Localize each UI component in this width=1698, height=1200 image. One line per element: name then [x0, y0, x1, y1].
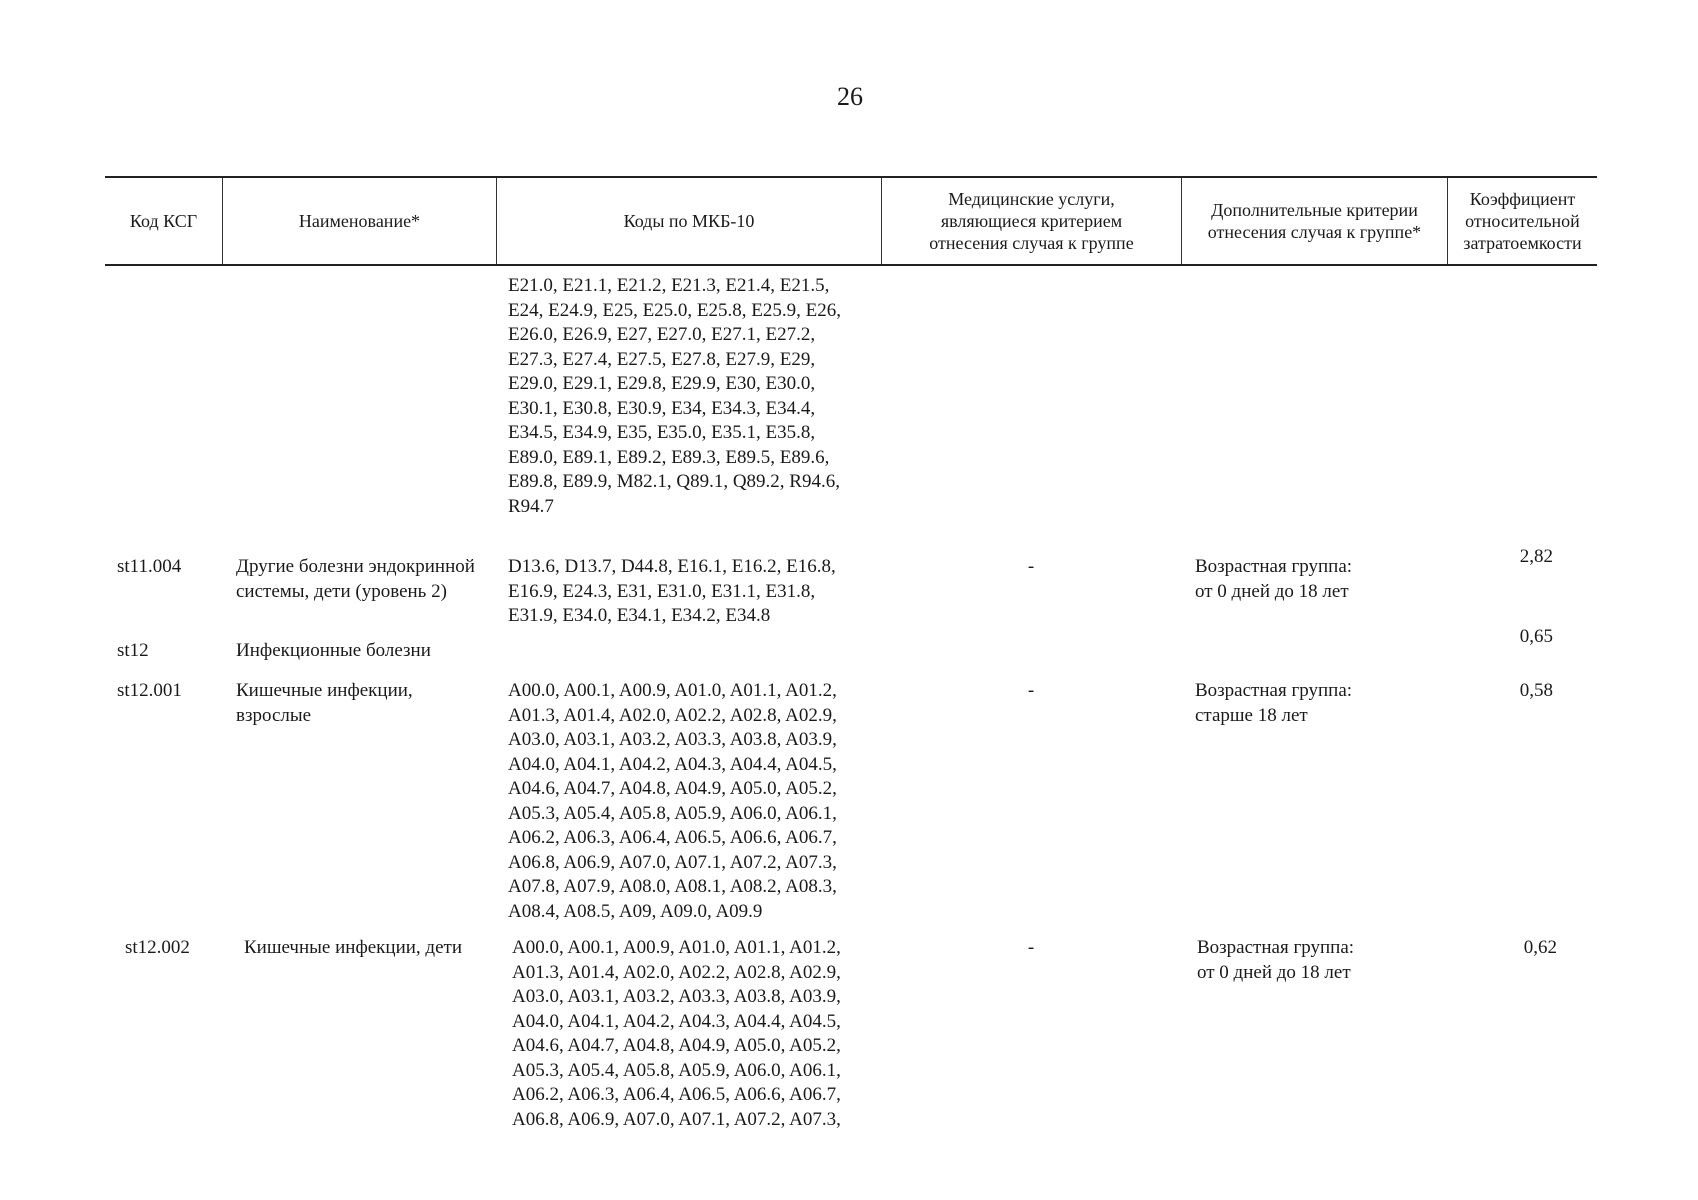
- medical-services-cell: -: [1027, 937, 1035, 958]
- criteria-cell: Возрастная группа: от 0 дней до 18 лет: [1195, 556, 1353, 602]
- name-cell: Другие болезни эндокринной системы, дети (уровень 2): [236, 556, 475, 602]
- coefficient-cell: 2,82: [1519, 546, 1553, 567]
- header-ksg-code: Код КСГ: [129, 211, 198, 231]
- icd10-codes-cell: A00.0, A00.1, A00.9, A01.0, A01.1, A01.2, A01.3, A01.4, A02.0, A02.2, A02.8, A02.9, A03.0, A03.1, A03.2, A03.3, A03.8, A03.9, A04.0, A04.1, A04.2, A04.3, A04.4, A04.5, A04.6, A04.7, A04.8, A04.9, A05.0, A05.2, A05.3, A05.4, A05.8, A05.9, A06.0, A06.1, A06.2, A06.3, A06.4, A06.5, A06.6, A06.7, A06.8, A06.9, A07.0, A07.1, A07.2, A07.3,: [512, 937, 841, 1130]
- name-cell: Инфекционные болезни: [236, 640, 431, 661]
- medical-services-cell: -: [1027, 680, 1035, 701]
- table-row: [105, 274, 1597, 550]
- ksg-table: [105, 176, 1597, 1128]
- criteria-cell: Возрастная группа: старше 18 лет: [1195, 680, 1353, 726]
- icd10-codes-cell: E21.0, E21.1, E21.2, E21.3, E21.4, E21.5, E24, E24.9, E25, E25.0, E25.8, E25.9, E26, E26.0, E26.9, E27, E27.0, E27.1, E27.2, E27.3, E27.4, E27.5, E27.8, E27.9, E29, E29.0, E29.1, E29.8, E29.9, E30, E30.0, E30.1, E30.8, E30.9, E34, E34.3, E34.4, E34.5, E34.9, E35, E35.0, E35.1, E35.8, E89.0, E89.1, E89.2, E89.3, E89.5, E89.6, E89.8, E89.9, M82.1, Q89.1, Q89.2, R94.6, R94.7: [508, 275, 841, 517]
- coefficient-cell: 0,62: [1523, 937, 1557, 958]
- ksg-code-cell: st12: [117, 640, 149, 661]
- table-row: [105, 928, 1597, 1128]
- coefficient-cell: 0,58: [1519, 680, 1553, 701]
- ksg-code-cell: st11.004: [117, 556, 182, 577]
- table-body: [105, 274, 1597, 1128]
- criteria-cell: Возрастная группа: от 0 дней до 18 лет: [1197, 937, 1355, 983]
- medical-services-cell: -: [1027, 556, 1035, 577]
- ksg-code-cell: st12.001: [117, 680, 182, 701]
- header-medical-services: Медицинские услуги, являющиеся критерием отнесения случая к группе: [881, 178, 1181, 264]
- table-header: [105, 176, 1597, 266]
- table-row: [105, 546, 1597, 629]
- coefficient-cell: 0,65: [1519, 626, 1553, 647]
- header-icd10-codes: Коды по МКБ-10: [496, 178, 881, 264]
- header-name: Наименование*: [222, 178, 496, 264]
- icd10-codes-cell: D13.6, D13.7, D44.8, E16.1, E16.2, E16.8, E16.9, E24.3, E31, E31.0, E31.1, E31.8, E31.9, E34.0, E34.1, E34.2, E34.8: [508, 556, 836, 626]
- name-cell: Кишечные инфекции, дети: [244, 937, 462, 958]
- table-row: [105, 626, 1597, 671]
- ksg-code-cell: st12.002: [125, 937, 190, 958]
- header-additional-criteria: Дополнительные критерии отнесения случая к группе*: [1181, 178, 1447, 264]
- icd10-codes-cell: A00.0, A00.1, A00.9, A01.0, A01.1, A01.2, A01.3, A01.4, A02.0, A02.2, A02.8, A02.9, A03.0, A03.1, A03.2, A03.3, A03.8, A03.9, A04.0, A04.1, A04.2, A04.3, A04.4, A04.5, A04.6, A04.7, A04.8, A04.9, A05.0, A05.2, A05.3, A05.4, A05.8, A05.9, A06.0, A06.1, A06.2, A06.3, A06.4, A06.5, A06.6, A06.7, A06.8, A06.9, A07.0, A07.1, A07.2, A07.3, A07.8, A07.9, A08.0, A08.1, A08.2, A08.3, A08.4, A08.5, A09, A09.0, A09.9: [508, 680, 837, 922]
- page-number: 26: [837, 82, 863, 111]
- name-cell: Кишечные инфекции, взрослые: [236, 680, 413, 726]
- header-cost-coefficient: Коэффициент относительной затратоемкости: [1447, 178, 1597, 264]
- table-row: [105, 671, 1597, 928]
